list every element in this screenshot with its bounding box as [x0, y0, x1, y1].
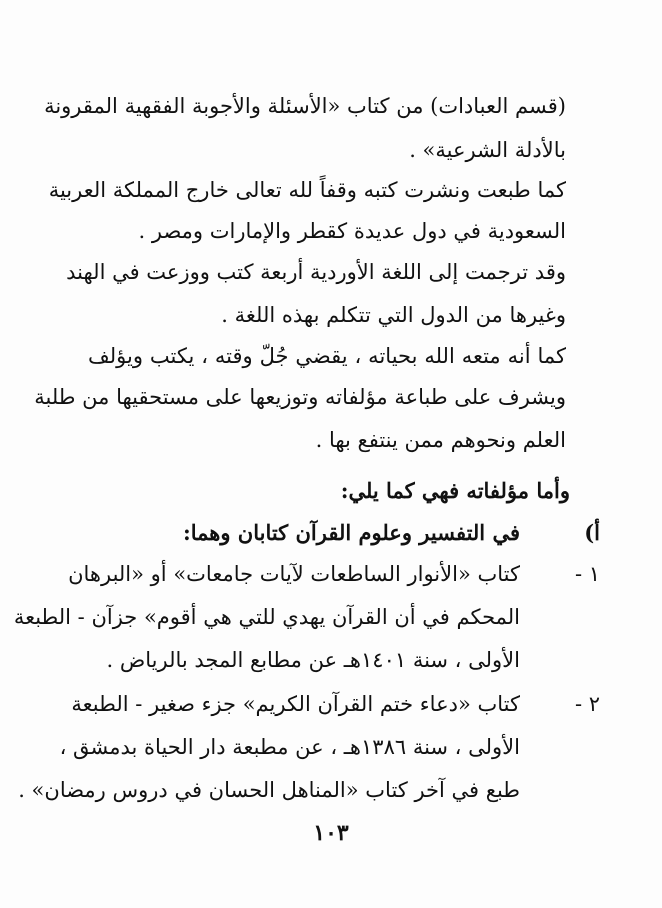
section-marker: أ) — [584, 520, 600, 545]
item-line: الأولى ، سنة ١٣٨٦هـ ، عن مطبعة دار الحياة بدمشق ، — [59, 735, 520, 759]
paragraph-line: وغيرها من الدول التي تتكلم بهذه اللغة . — [221, 303, 566, 327]
paragraph-line: العلم ونحوهم ممن ينتفع بها . — [315, 428, 566, 452]
item-number: ١ - — [574, 562, 600, 586]
paragraph-line: (قسم العبادات) من كتاب «الأسئلة والأجوبة الفقهية المقرونة — [44, 94, 566, 118]
paragraph-line: السعودية في دول عديدة كقطر والإمارات ومصر . — [138, 219, 566, 243]
item-line: كتاب «دعاء ختم القرآن الكريم» جزء صغير - الطبعة — [71, 692, 520, 716]
paragraph-line: كما أنه متعه الله بحياته ، يقضي جُلّ وقته ، يكتب ويؤلف — [88, 344, 566, 368]
section-title: في التفسير وعلوم القرآن كتابان وهما: — [182, 520, 520, 545]
item-line: طبع في آخر كتاب «المناهل الحسان في دروس رمضان» . — [18, 778, 520, 802]
page-number: ١٠٣ — [313, 820, 349, 846]
paragraph-line: وقد ترجمت إلى اللغة الأوردية أربعة كتب ووزعت في الهند — [66, 260, 566, 284]
item-line: كتاب «الأنوار الساطعات لآيات جامعات» أو «البرهان — [68, 562, 520, 586]
item-line: المحكم في أن القرآن يهدي للتي هي أقوم» جزآن - الطبعة — [13, 605, 520, 629]
item-number: ٢ - — [574, 692, 600, 716]
item-line: الأولى ، سنة ١٤٠١هـ عن مطابع المجد بالرياض . — [106, 648, 520, 672]
paragraph-line: ويشرف على طباعة مؤلفاته وتوزيعها على مستحقيها من طلبة — [34, 385, 566, 409]
paragraph-line: كما طبعت ونشرت كتبه وقفاً لله تعالى خارج المملكة العربية — [48, 178, 566, 202]
paragraph-line: بالأدلة الشرعية» . — [409, 138, 566, 162]
works-heading: وأما مؤلفاته فهي كما يلي: — [340, 478, 570, 503]
